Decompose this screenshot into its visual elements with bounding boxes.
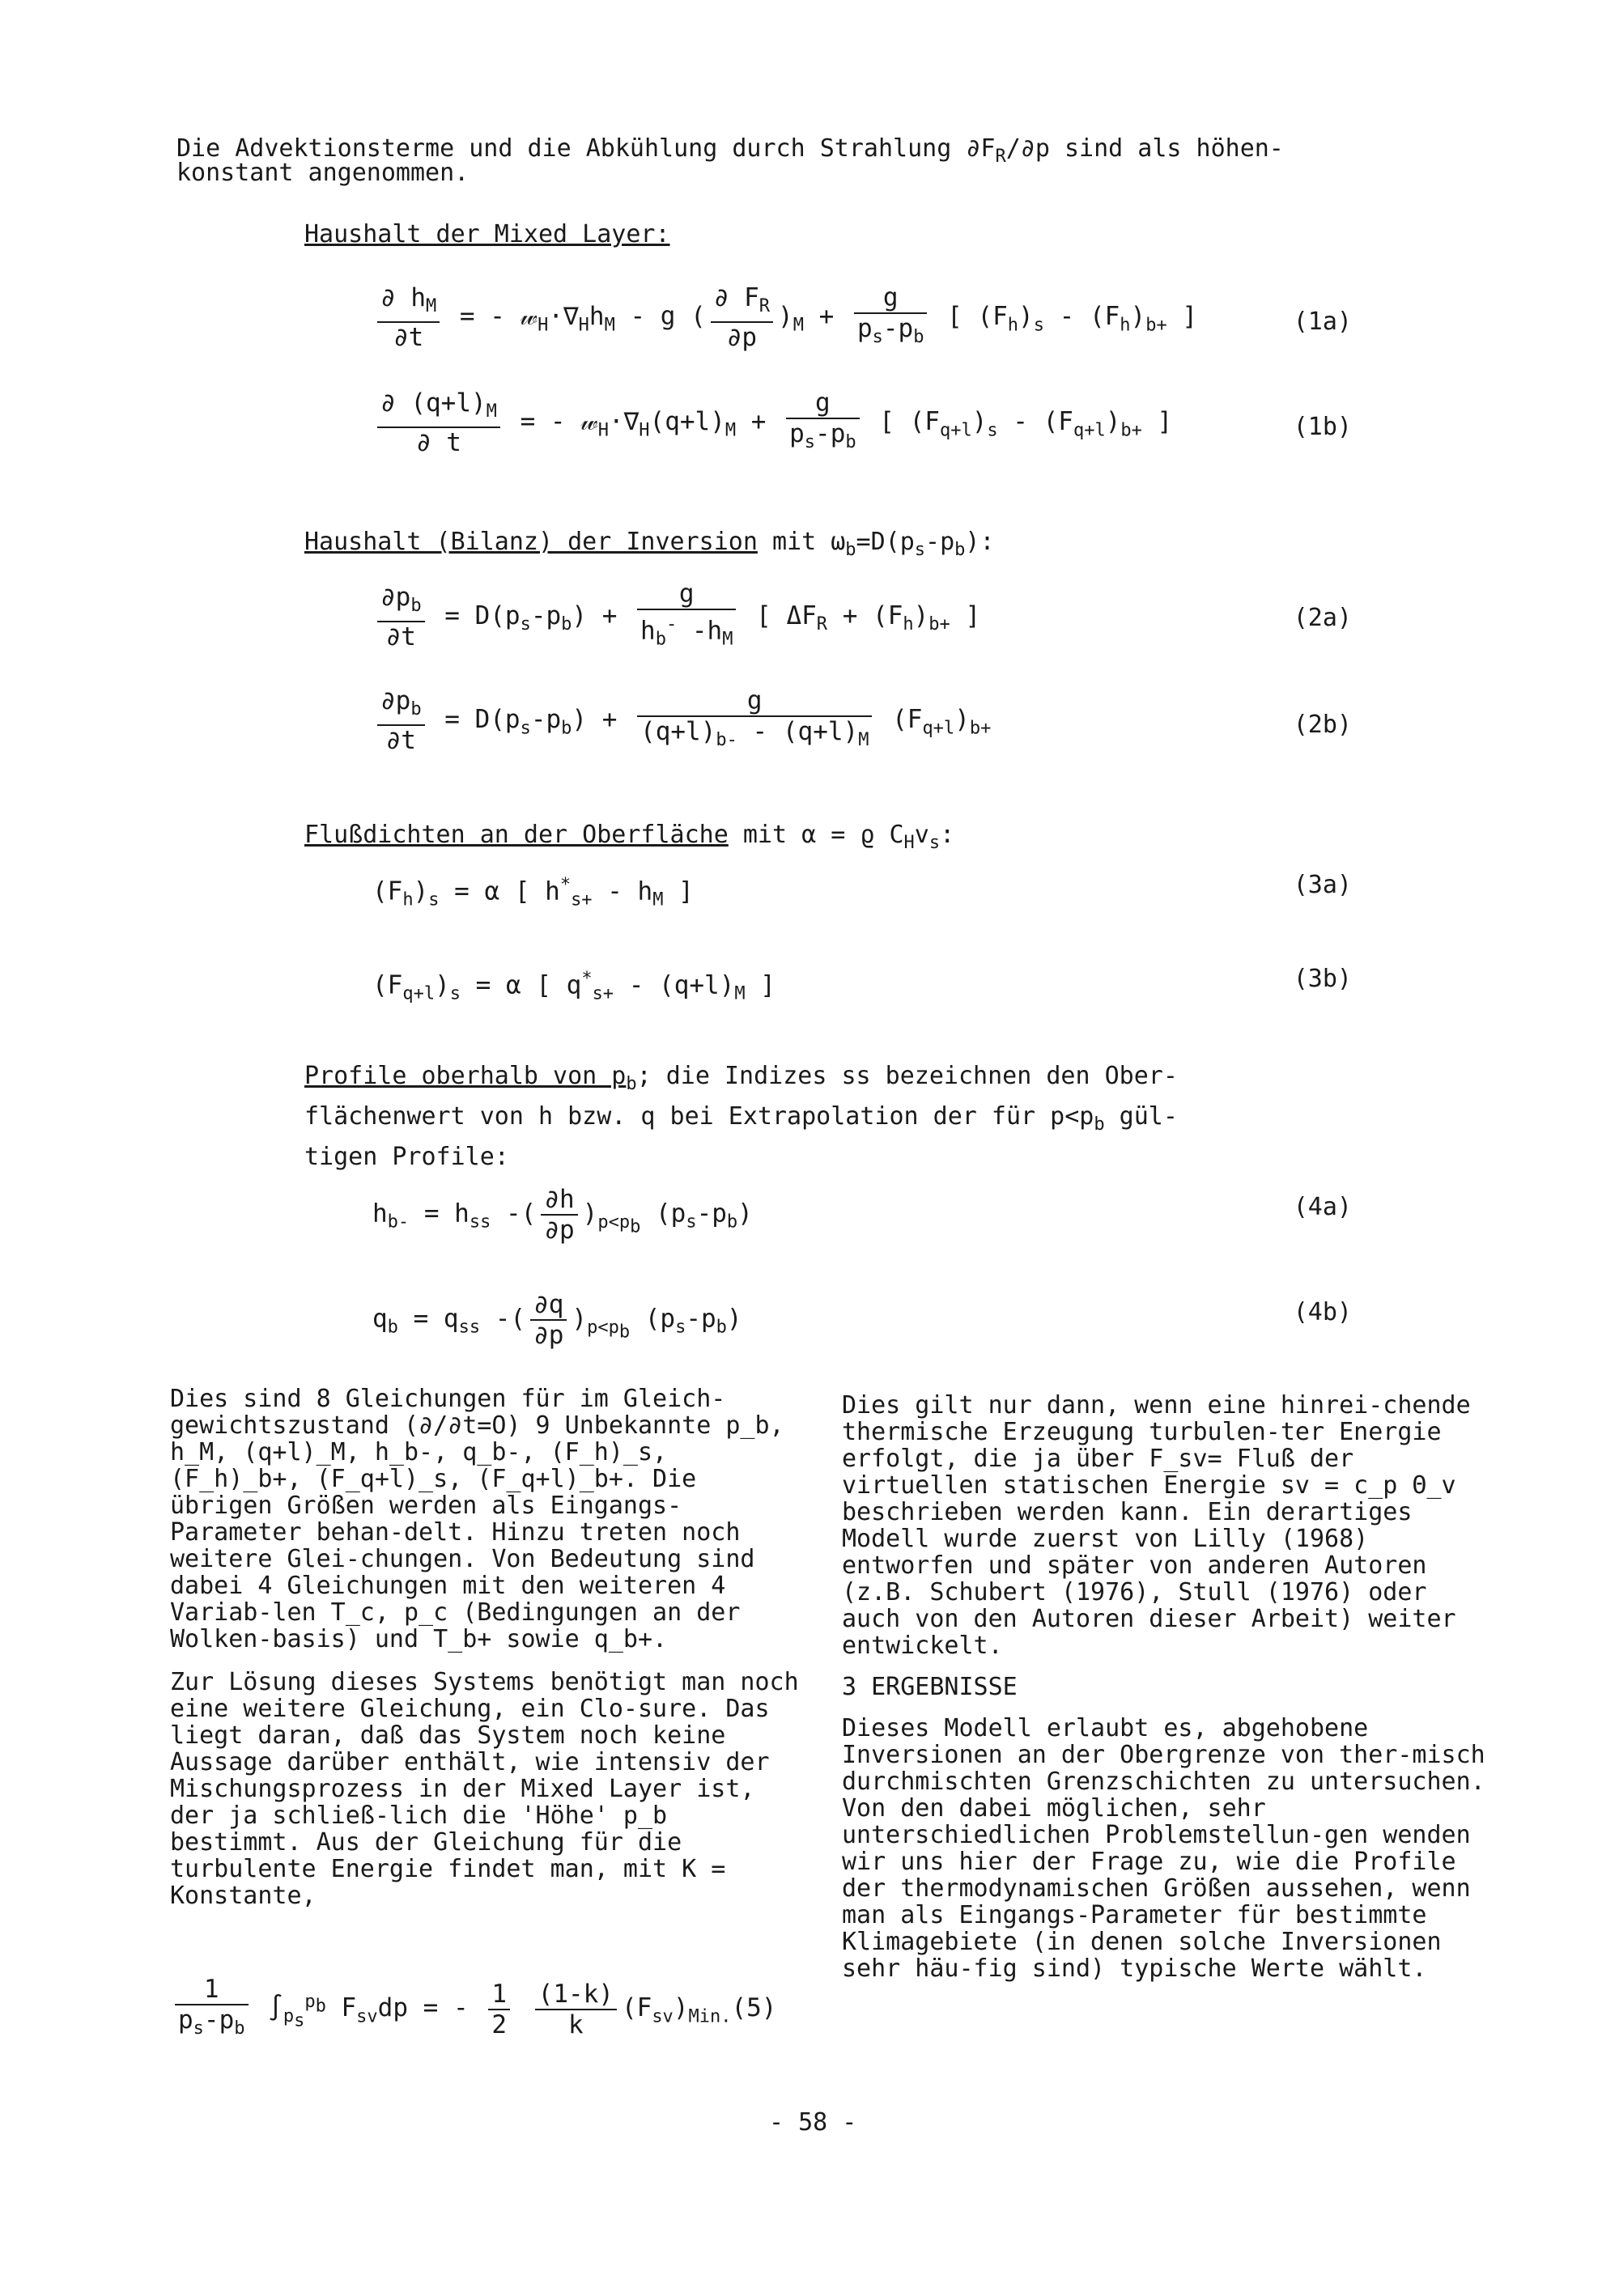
heading-profiles: Profile oberhalb von $p_b$; die Indizes ss bezeichnen den Ober- <box>304 1062 1178 1094</box>
equation-number-4a: (4a) <box>1293 1193 1352 1221</box>
left-paragraph-1: Dies sind 8 Gleichungen für im Gleich-gewichtszustand (∂/∂t=O) 9 Unbekannte p_b, h_M, (q+l)_M, h_b-, q_b-, (F_h)_s, (F_h)_b+, (F_q+l)_s, (F_q+l)_b+. Die übrigen Größen werden als Eingangs-Parameter behan-delt. Hinzu treten noch weitere Glei-chungen. Von Bedeutung sind dabei 4 Gleichungen mit den weiteren 4 Variab-len T_c, p_c (Bedingungen an der Wolken-basis) und T_b+ sowie q_b+. <box>170 1385 784 1653</box>
equation-2b: $\frac{\partial p_b}{\partial t}$ = $D(p_s-p_b)$ + $\frac{g}{(q+l)_{b-} - (q+l)_M}$ $(F_{q+l})_{b+}$ (2b) <box>372 686 1352 755</box>
equation-5: $\frac{1}{p_s-p_b}$ $\int_{p_s}^{p_b}$ $F_{sv}dp$ = - $\frac{1}{2}$ $\frac{(1-k)}{k}$ $(F_{sv})_{Min.}(5)$ <box>170 1975 801 2043</box>
left-column <box>170 1386 801 1914</box>
equation-4b: $q_b = q_{ss}$ -( $\frac{\partial q}{\partial p}$ )$_{p<p_b}$ $(p_s-p_b)$ (4b) <box>372 1290 1352 1350</box>
right-column <box>842 1392 1489 1987</box>
equation-number-2b: (2b) <box>1293 711 1352 739</box>
intro-line-2: konstant angenommen. <box>176 159 470 187</box>
heading-surface-fluxes: Flußdichten an der Oberfläche mit α = ϱ $C_Hv_s$: <box>304 821 955 853</box>
equation-number-3a: (3a) <box>1293 871 1352 899</box>
equation-1b: $\frac{\partial (q+l)_M}{\partial t}$ = - $𝓌_H\cdot\nabla_H(q+l)_M$ + $\frac{g}{p_s-p_b}$ [ $(F_{q+l})_s - (F_{q+l})_{b+}$ ] (1b) <box>372 388 1352 457</box>
right-paragraph-1: Dies gilt nur dann, wenn eine hinrei-chende thermische Erzeugung turbulen-ter Energie erfolgt, die ja über F_sv= Fluß der virtuellen statischen Energie sv = c_p Θ_v beschrieben werden kann. Ein derartiges Modell wurde zuerst von Lilly (1968) entworfen und später von anderen Autoren (z.B. Schubert (1976), Stull (1976) oder auch von den Autoren dieser Arbeit) weiter entwickelt. <box>842 1391 1471 1660</box>
right-paragraph-2: Dieses Modell erlaubt es, abgehobene Inversionen an der Obergrenze von ther-misch durchmischten Grenzschichten zu untersuchen. Von den dabei möglichen, sehr unterschiedlichen Problemstellun-gen wenden wir uns hier der Frage zu, wie die Profile der thermodynamischen Größen aussehen, wenn man als Eingangs-Parameter für bestimmte Klimagebiete (in denen solche Inversionen sehr häu-fig sind) typische Werte wählt. <box>842 1714 1485 1983</box>
equation-3a: $(F_h)_s = \alpha$ [ $h^*_{s+} - h_M$ ] (3a) <box>372 871 1352 910</box>
equation-number-2a: (2a) <box>1293 604 1352 632</box>
intro-line-1: Die Advektionsterme und die Abkühlung durch Strahlung $\partial F_R/\partial p$ sind als höhen- <box>176 134 1284 167</box>
equation-number-1a: (1a) <box>1293 308 1352 336</box>
equation-2a: $\frac{\partial p_b}{\partial t}$ = $D(p_s-p_b)$ + $\frac{g}{h_b^- -h_M}$ [ $\Delta F_R + (F_h)_{b+}$ ] (2a) <box>372 579 1352 655</box>
equation-1a: $\frac{\partial h_M}{\partial t}$ = - $𝓌_H\cdot\nabla_Hh_M - g$ ( $\frac{\partial F_R}{\partial p}$ )$_M$ + $\frac{g}{p_s-p_b}$ [ $(F_h)_s - (F_h)_{b+}$ ] (1a) <box>372 283 1352 352</box>
profiles-line-3: tigen Profile: <box>304 1143 509 1171</box>
heading-inversion: Haushalt (Bilanz) der Inversion mit $\omega_b=D(p_s-p_b)$: <box>304 528 995 560</box>
profiles-line-2: flächenwert von h bzw. q bei Extrapolation der für $p<p_b$ gül- <box>304 1102 1178 1135</box>
heading-mixed-layer: Haushalt der Mixed Layer: <box>304 220 670 248</box>
equation-number-5: (5) <box>731 1993 777 2023</box>
equation-3b: $(F_{q+l})_s = \alpha$ [ $q^*_{s+} - (q+l)_M$ ] (3b) <box>372 965 1352 1004</box>
equation-4a: $h_{b-} = h_{ss}$ -( $\frac{\partial h}{\partial p}$ )$_{p<p_b}$ $(p_s-p_b)$ (4a) <box>372 1185 1352 1245</box>
equation-number-3b: (3b) <box>1293 965 1352 993</box>
equation-number-1b: (1b) <box>1293 413 1352 441</box>
left-paragraph-2: Zur Lösung dieses Systems benötigt man noch eine weitere Gleichung, ein Clo-sure. Das liegt daran, daß das System noch keine Aussage darüber enthält, wie intensiv der Mischungsprozess in der Mixed Layer ist, der ja schließ-lich die 'Höhe' p_b bestimmt. Aus der Gleichung für die turbulente Energie findet man, mit K = Konstante, <box>170 1668 799 1910</box>
page-number: - 58 - <box>769 2108 857 2137</box>
equation-number-4b: (4b) <box>1293 1298 1352 1326</box>
section-heading-ergebnisse: 3 ERGEBNISSE <box>842 1673 1018 1701</box>
